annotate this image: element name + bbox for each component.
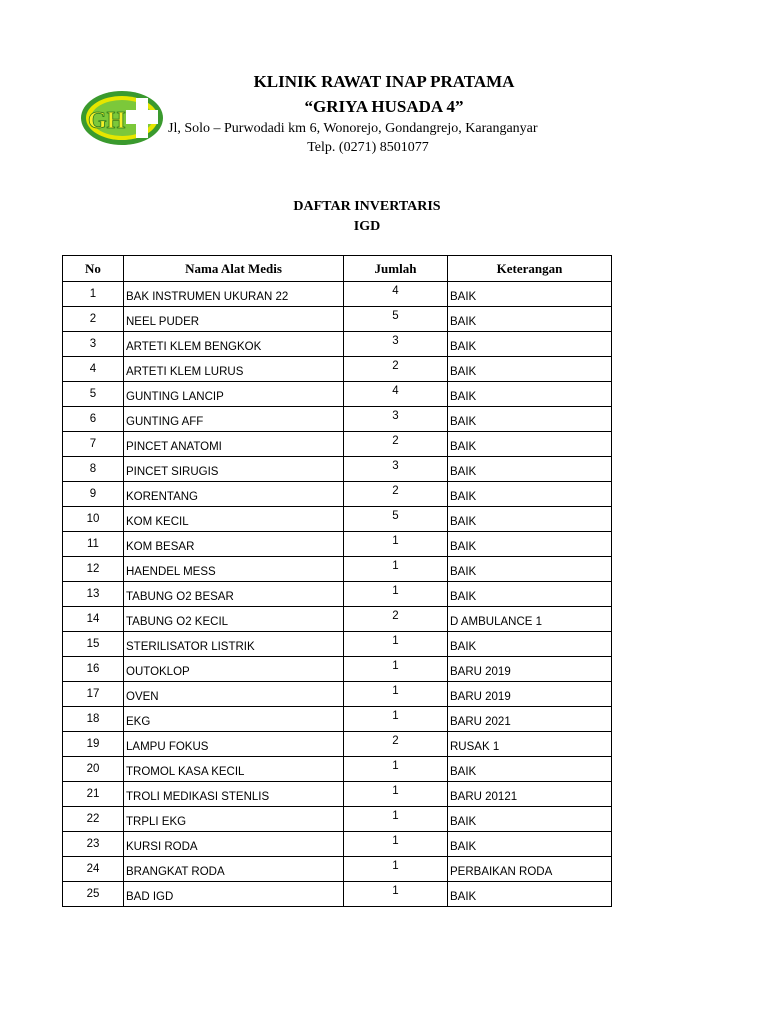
cell-no: 16 — [63, 657, 124, 682]
cell-name: PINCET ANATOMI — [124, 432, 344, 457]
table-row — [63, 282, 612, 307]
table-row — [63, 657, 612, 682]
cell-ket: BAIK — [448, 832, 612, 857]
cell-name: BAD IGD — [124, 882, 344, 907]
cell-ket: BAIK — [448, 582, 612, 607]
table-row — [63, 832, 612, 857]
table-row — [63, 457, 612, 482]
cell-ket: BARU 2019 — [448, 657, 612, 682]
header-ket: Keterangan — [448, 256, 612, 282]
cell-no: 14 — [63, 607, 124, 632]
cell-qty: 5 — [344, 507, 448, 532]
cell-name: PINCET SIRUGIS — [124, 457, 344, 482]
cell-name: HAENDEL MESS — [124, 557, 344, 582]
table-row — [63, 782, 612, 807]
cell-no: 10 — [63, 507, 124, 532]
cell-ket: BAIK — [448, 557, 612, 582]
cell-ket: BAIK — [448, 457, 612, 482]
cell-no: 17 — [63, 682, 124, 707]
cell-qty: 1 — [344, 857, 448, 882]
cell-no: 25 — [63, 882, 124, 907]
cell-no: 21 — [63, 782, 124, 807]
cell-name: OUTOKLOP — [124, 657, 344, 682]
cell-no: 1 — [63, 282, 124, 307]
cell-qty: 2 — [344, 607, 448, 632]
cell-name: GUNTING LANCIP — [124, 382, 344, 407]
cell-qty: 1 — [344, 657, 448, 682]
cell-no: 5 — [63, 382, 124, 407]
table-row — [63, 307, 612, 332]
cell-qty: 3 — [344, 407, 448, 432]
cell-qty: 1 — [344, 807, 448, 832]
cell-qty: 1 — [344, 832, 448, 857]
clinic-address: Jl, Solo – Purwodadi km 6, Wonorejo, Gondangrejo, Karanganyar — [168, 121, 538, 136]
table-row — [63, 532, 612, 557]
logo-text: GH — [88, 108, 126, 134]
cell-no: 7 — [63, 432, 124, 457]
cell-qty: 4 — [344, 382, 448, 407]
cell-name: ARTETI KLEM BENGKOK — [124, 332, 344, 357]
cell-qty: 3 — [344, 457, 448, 482]
cell-no: 2 — [63, 307, 124, 332]
cell-ket: BAIK — [448, 507, 612, 532]
table-row — [63, 582, 612, 607]
clinic-phone: Telp. (0271) 8501077 — [307, 140, 429, 155]
inventory-table — [62, 255, 612, 907]
cell-ket: D AMBULANCE 1 — [448, 607, 612, 632]
cell-name: TROMOL KASA KECIL — [124, 757, 344, 782]
cell-no: 22 — [63, 807, 124, 832]
cell-qty: 1 — [344, 782, 448, 807]
cell-no: 20 — [63, 757, 124, 782]
cell-name: TABUNG O2 KECIL — [124, 607, 344, 632]
clinic-subname: “GRIYA HUSADA 4” — [304, 97, 464, 116]
cell-no: 24 — [63, 857, 124, 882]
cell-ket: BAIK — [448, 807, 612, 832]
cell-name: TABUNG O2 BESAR — [124, 582, 344, 607]
table-row — [63, 407, 612, 432]
table-row — [63, 682, 612, 707]
cell-name: KURSI RODA — [124, 832, 344, 857]
cell-ket: BAIK — [448, 882, 612, 907]
cell-no: 4 — [63, 357, 124, 382]
cell-ket: BAIK — [448, 432, 612, 457]
cell-no: 12 — [63, 557, 124, 582]
cell-no: 11 — [63, 532, 124, 557]
cell-ket: PERBAIKAN RODA — [448, 857, 612, 882]
cell-ket: BAIK — [448, 757, 612, 782]
cell-name: BAK INSTRUMEN UKURAN 22 — [124, 282, 344, 307]
cell-name: TRPLI EKG — [124, 807, 344, 832]
cell-no: 8 — [63, 457, 124, 482]
cell-qty: 1 — [344, 707, 448, 732]
header-qty: Jumlah — [344, 256, 448, 282]
cell-ket: BAIK — [448, 532, 612, 557]
cell-qty: 2 — [344, 357, 448, 382]
cell-ket: BAIK — [448, 332, 612, 357]
cell-ket: BARU 20121 — [448, 782, 612, 807]
cell-ket: BAIK — [448, 632, 612, 657]
header-name: Nama Alat Medis — [124, 256, 344, 282]
table-row — [63, 807, 612, 832]
cell-no: 19 — [63, 732, 124, 757]
cell-name: TROLI MEDIKASI STENLIS — [124, 782, 344, 807]
cell-no: 3 — [63, 332, 124, 357]
cell-ket: RUSAK 1 — [448, 732, 612, 757]
cell-qty: 1 — [344, 632, 448, 657]
cell-ket: BARU 2021 — [448, 707, 612, 732]
table-header-row — [63, 256, 612, 282]
cell-qty: 2 — [344, 482, 448, 507]
cell-qty: 1 — [344, 532, 448, 557]
cell-ket: BAIK — [448, 382, 612, 407]
table-row — [63, 382, 612, 407]
table-row — [63, 707, 612, 732]
cell-qty: 4 — [344, 282, 448, 307]
cell-qty: 2 — [344, 732, 448, 757]
cell-name: LAMPU FOKUS — [124, 732, 344, 757]
cell-ket: BAIK — [448, 307, 612, 332]
table-row — [63, 757, 612, 782]
cell-name: KOM KECIL — [124, 507, 344, 532]
table-row — [63, 507, 612, 532]
table-row — [63, 607, 612, 632]
table-row — [63, 632, 612, 657]
table-row — [63, 882, 612, 907]
table-row — [63, 482, 612, 507]
cell-ket: BAIK — [448, 282, 612, 307]
clinic-name: KLINIK RAWAT INAP PRATAMA — [253, 72, 515, 91]
document-title: DAFTAR INVERTARIS — [293, 199, 441, 214]
table-row — [63, 732, 612, 757]
cell-name: NEEL PUDER — [124, 307, 344, 332]
table-row — [63, 857, 612, 882]
cell-ket: BAIK — [448, 407, 612, 432]
cell-qty: 1 — [344, 582, 448, 607]
cell-name: EKG — [124, 707, 344, 732]
cell-no: 6 — [63, 407, 124, 432]
cell-name: BRANGKAT RODA — [124, 857, 344, 882]
document-subtitle: IGD — [353, 219, 381, 234]
cell-no: 23 — [63, 832, 124, 857]
cell-name: KORENTANG — [124, 482, 344, 507]
cell-ket: BARU 2019 — [448, 682, 612, 707]
cell-qty: 1 — [344, 882, 448, 907]
table-row — [63, 332, 612, 357]
cell-name: KOM BESAR — [124, 532, 344, 557]
cell-ket: BAIK — [448, 357, 612, 382]
cell-no: 13 — [63, 582, 124, 607]
table-row — [63, 432, 612, 457]
cell-no: 18 — [63, 707, 124, 732]
cell-qty: 1 — [344, 757, 448, 782]
table-row — [63, 557, 612, 582]
cell-no: 15 — [63, 632, 124, 657]
cell-ket: BAIK — [448, 482, 612, 507]
cell-no: 9 — [63, 482, 124, 507]
cell-qty: 1 — [344, 557, 448, 582]
cell-name: GUNTING AFF — [124, 407, 344, 432]
table-row — [63, 357, 612, 382]
cell-name: STERILISATOR LISTRIK — [124, 632, 344, 657]
header-no: No — [63, 256, 124, 282]
cell-qty: 2 — [344, 432, 448, 457]
cell-qty: 5 — [344, 307, 448, 332]
cell-name: ARTETI KLEM LURUS — [124, 357, 344, 382]
cell-qty: 1 — [344, 682, 448, 707]
cell-name: OVEN — [124, 682, 344, 707]
cell-qty: 3 — [344, 332, 448, 357]
